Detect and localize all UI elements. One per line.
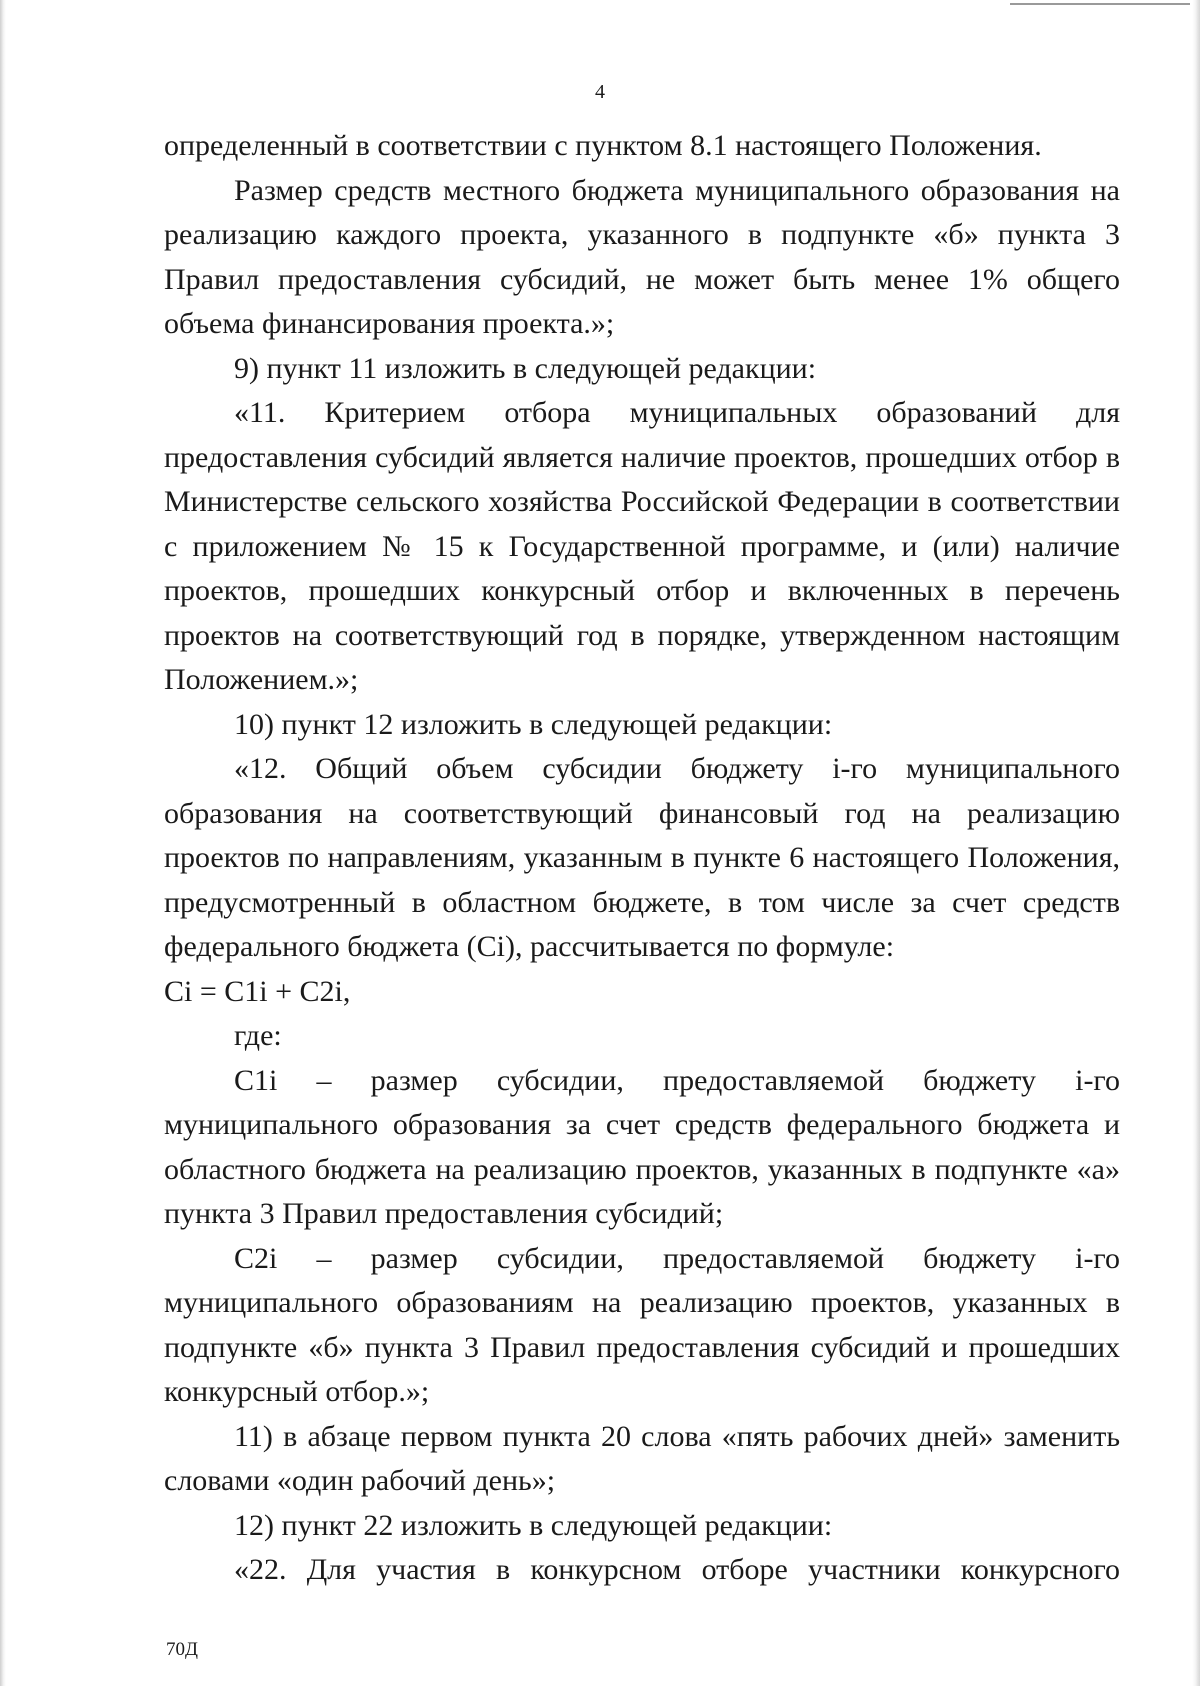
scan-edge-right [1192, 0, 1200, 1686]
scan-edge-left [0, 0, 6, 1686]
paragraph: где: [234, 1019, 282, 1052]
paragraph: Размер средств местного бюджета муниципального образования на реализацию каждого проекта, указанного в подпункте «б» пункта 3 Правил предоставления субсидий, не может быть менее 1% общего объема финансирования проекта.»; [164, 173, 1120, 340]
scan-top-line [1010, 3, 1190, 5]
paragraph: «12. Общий объем субсидии бюджету i-го муниципального образования на соответствующий финансовый год на реализацию проектов по направлениям, указанным в пункте 6 настоящего Положения, предусмотренный в областном бюджете, в том числе за счет средств федерального бюджета (Ci), рассчитывается по формуле: [164, 752, 1120, 963]
paragraph: C2i – размер субсидии, предоставляемой бюджету i-го муниципального образованиям на реализацию проектов, указанных в подпункте «б» пункта 3 Правил предоставления субсидий и прошедших конкурсный отбор.»; [164, 1241, 1120, 1408]
paragraph: 9) пункт 11 изложить в следующей редакции: [234, 351, 817, 385]
page-number: 4 [595, 81, 605, 103]
paragraph: 10) пункт 12 изложить в следующей редакции: [234, 707, 833, 741]
paragraph: C1i – размер субсидии, предоставляемой бюджету i-го муниципального образования за счет средств федерального бюджета и областного бюджета на реализацию проектов, указанных в подпункте «а» пункта 3 Правил предоставления субсидий; [164, 1063, 1120, 1230]
paragraph: 12) пункт 22 изложить в следующей редакции: [234, 1508, 833, 1542]
formula: Ci = C1i + C2i, [164, 974, 351, 1008]
paragraph: определенный в соответствии с пунктом 8.1 настоящего Положения. [164, 129, 1042, 162]
paragraph: 11) в абзаце первом пункта 20 слова «пять рабочих дней» заменить словами «один рабочий день»; [164, 1419, 1120, 1497]
document-body [164, 124, 1120, 1593]
document-code: 70Д [166, 1639, 198, 1660]
paragraph: «22. Для участия в конкурсном отборе участники конкурсного [234, 1553, 1120, 1586]
paragraph: «11. Критерием отбора муниципальных образований для предоставления субсидий является наличие проектов, прошедших отбор в Министерстве сельского хозяйства Российской Федерации в соответствии с приложением № 15 к Государственной программе, и (или) наличие проектов, прошедших конкурсный отбор и включенных в перечень проектов на соответствующий год в порядке, утвержденном настоящим Положением.»; [164, 396, 1120, 696]
